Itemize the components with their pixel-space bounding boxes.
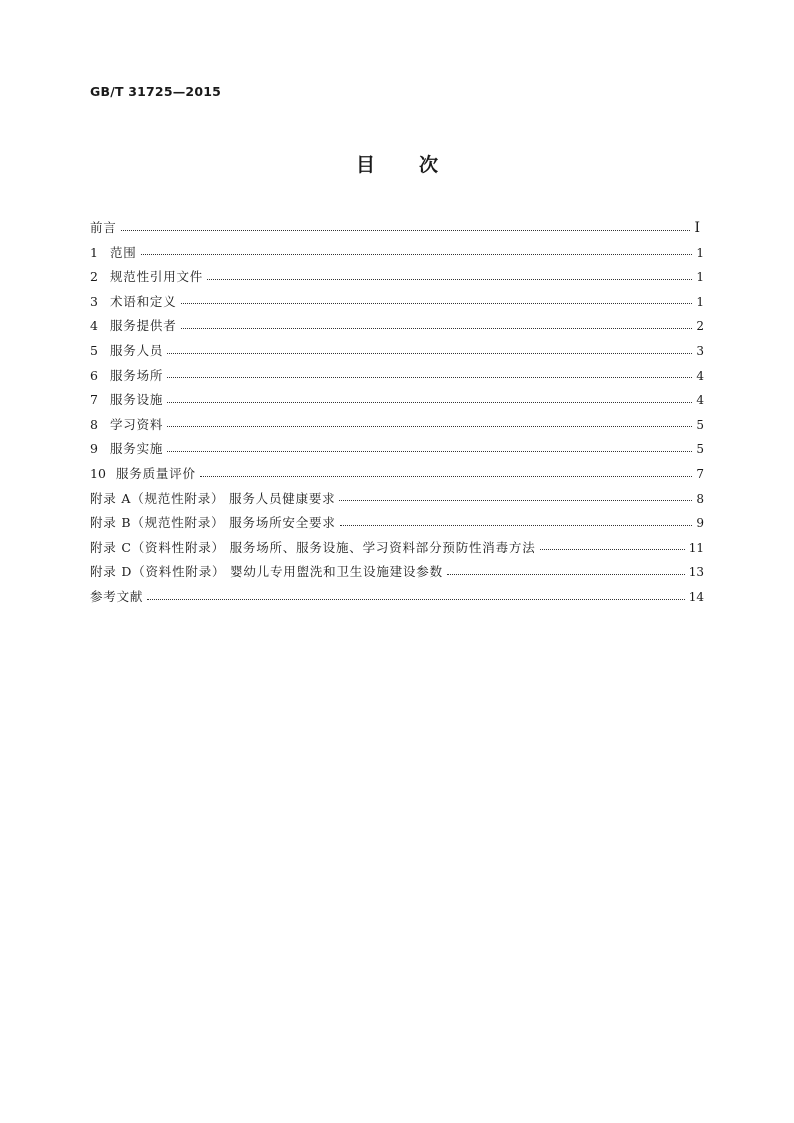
toc-entry-appendix-a[interactable] xyxy=(90,487,704,512)
toc-page-number: 4 xyxy=(696,368,704,383)
toc-leader-dots xyxy=(167,377,692,378)
toc-entry-label: 7 服务设施 xyxy=(90,388,167,413)
toc-entry-10[interactable] xyxy=(90,462,704,487)
toc-entry-label: 附录 B（规范性附录） 服务场所安全要求 xyxy=(90,515,336,531)
toc-entry-label: 10 服务质量评价 xyxy=(90,462,200,487)
toc-entry-appendix-c[interactable] xyxy=(90,536,704,561)
toc-leader-dots xyxy=(181,328,693,329)
toc-entry-2[interactable] xyxy=(90,265,704,290)
toc-leader-dots xyxy=(540,549,685,550)
toc-page-number: Ⅰ xyxy=(694,220,700,236)
toc-entry-3[interactable] xyxy=(90,290,704,315)
toc-page-number: 4 xyxy=(696,393,704,408)
toc-leader-dots xyxy=(181,303,693,304)
toc-section-number: 2 xyxy=(90,269,98,285)
toc-entry-9[interactable] xyxy=(90,437,704,462)
toc-page-number: 1 xyxy=(696,294,704,309)
toc-entry-appendix-b[interactable] xyxy=(90,511,704,536)
toc-entry-label: 5 服务人员 xyxy=(90,339,167,364)
toc-entry-label: 前言 xyxy=(90,220,117,235)
toc-leader-dots xyxy=(339,500,692,501)
toc-entry-label: 附录 D（资料性附录） 婴幼儿专用盥洗和卫生设施建设参数 xyxy=(90,564,443,580)
toc-page-number: 13 xyxy=(688,565,704,580)
standard-number: GB/T 31725—2015 xyxy=(90,84,222,99)
toc-entry-foreword[interactable] xyxy=(90,216,704,241)
toc-entry-4[interactable] xyxy=(90,314,704,339)
toc-section-number: 4 xyxy=(90,318,98,334)
toc-section-number: 1 xyxy=(90,244,98,260)
toc-entry-label: 1 范围 xyxy=(90,241,141,266)
toc-entry-references[interactable] xyxy=(90,585,704,610)
toc-page-number: 7 xyxy=(696,466,704,481)
toc-page-number: 1 xyxy=(696,245,704,260)
toc-entry-7[interactable] xyxy=(90,388,704,413)
toc-section-number: 5 xyxy=(90,342,98,358)
toc-entry-6[interactable] xyxy=(90,364,704,389)
toc-section-number: 10 xyxy=(90,465,106,481)
toc-section-number: 3 xyxy=(90,293,98,309)
toc-entry-label: 6 服务场所 xyxy=(90,364,167,389)
page-title xyxy=(0,150,794,177)
toc-entry-label: 8 学习资料 xyxy=(90,413,167,438)
toc-entry-label: 4 服务提供者 xyxy=(90,314,181,339)
toc-leader-dots xyxy=(167,426,692,427)
title-char-2: 次 xyxy=(419,154,439,176)
toc-page-number: 11 xyxy=(688,540,704,555)
toc-page-number: 2 xyxy=(696,319,704,334)
toc-leader-dots xyxy=(167,451,692,452)
toc-page-number: 5 xyxy=(696,442,704,457)
toc-entry-appendix-d[interactable] xyxy=(90,560,704,585)
toc-entry-8[interactable] xyxy=(90,413,704,438)
toc-leader-dots xyxy=(141,254,693,255)
toc-leader-dots xyxy=(200,476,693,477)
table-of-contents xyxy=(90,216,704,610)
toc-entry-label: 3 术语和定义 xyxy=(90,290,181,315)
toc-leader-dots xyxy=(207,279,692,280)
toc-entry-1[interactable] xyxy=(90,241,704,266)
toc-leader-dots xyxy=(167,353,692,354)
toc-page-number: 3 xyxy=(696,343,704,358)
toc-page-number: 8 xyxy=(696,491,704,506)
toc-section-number: 9 xyxy=(90,441,98,457)
toc-section-number: 7 xyxy=(90,392,98,408)
toc-entry-label: 附录 C（资料性附录） 服务场所、服务设施、学习资料部分预防性消毒方法 xyxy=(90,539,536,555)
toc-section-number: 8 xyxy=(90,416,98,432)
toc-leader-dots xyxy=(340,525,693,526)
toc-page-number: 1 xyxy=(696,270,704,285)
toc-entry-label: 参考文献 xyxy=(90,588,144,604)
title-char-1: 目 xyxy=(355,154,375,176)
toc-entry-label: 附录 A（规范性附录） 服务人员健康要求 xyxy=(90,490,336,506)
toc-entry-label: 2 规范性引用文件 xyxy=(90,265,207,290)
toc-leader-dots xyxy=(447,574,685,575)
toc-entry-5[interactable] xyxy=(90,339,704,364)
toc-page-number: 9 xyxy=(696,516,704,531)
toc-leader-dots xyxy=(121,230,691,231)
toc-leader-dots xyxy=(147,599,685,600)
toc-leader-dots xyxy=(167,402,692,403)
toc-page-number: 5 xyxy=(696,417,704,432)
toc-page-number: 14 xyxy=(688,589,704,604)
toc-entry-label: 9 服务实施 xyxy=(90,437,167,462)
toc-section-number: 6 xyxy=(90,367,98,383)
